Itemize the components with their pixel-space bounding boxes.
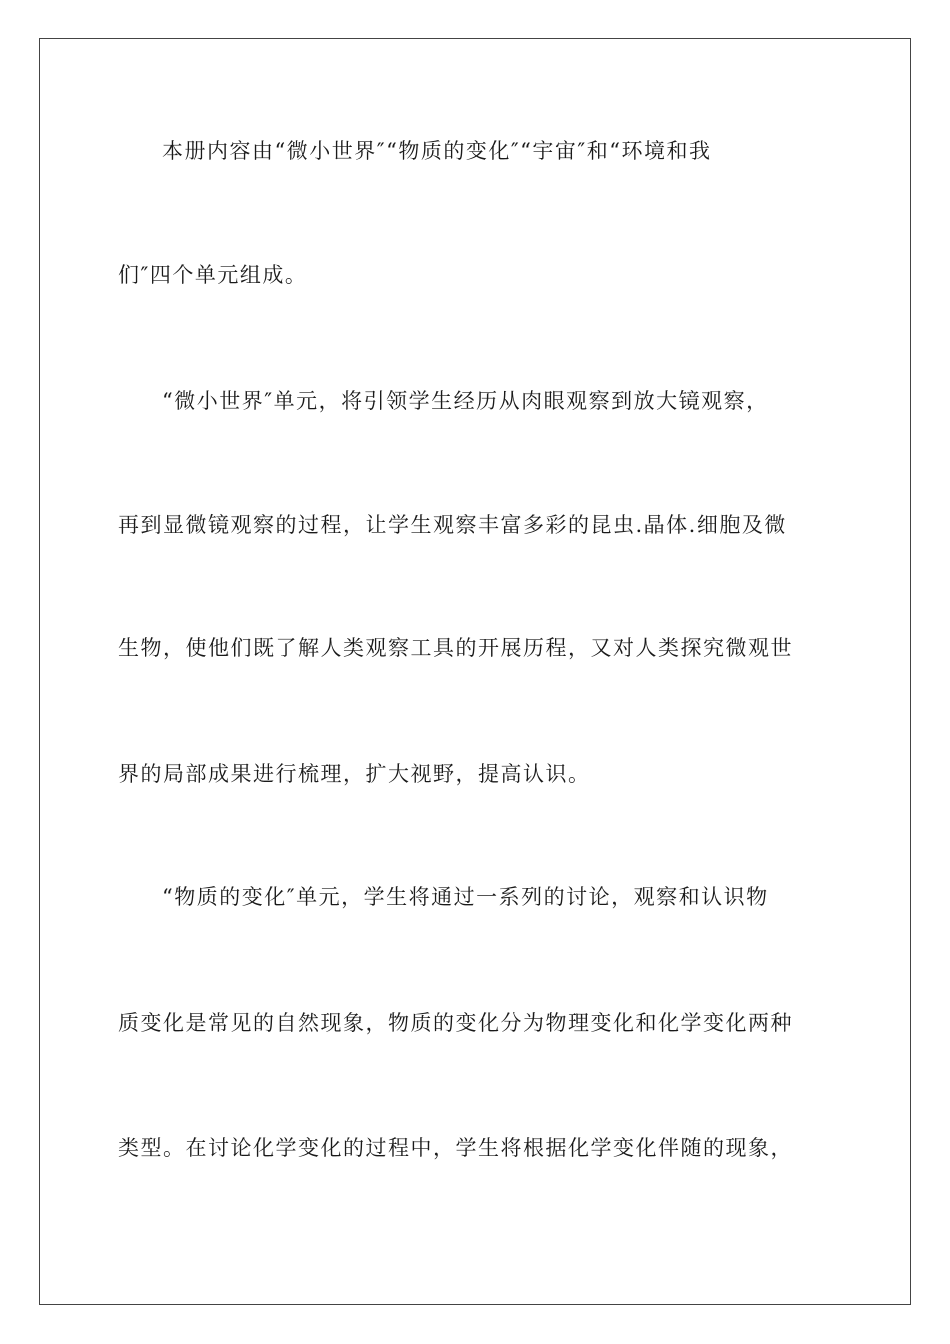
page-border: [39, 38, 911, 1305]
paragraph-2-line-4: 界的局部成果进行梳理，扩大视野，提高认识。: [118, 762, 591, 786]
paragraph-3-line-1: “物质的变化″单元，学生将通过一系列的讨论，观察和认识物: [162, 885, 769, 909]
paragraph-1-line-1: 本册内容由“微小世界″“物质的变化″“宇宙″和“环境和我: [162, 139, 712, 163]
paragraph-3-line-3: 类型。在讨论化学变化的过程中，学生将根据化学变化伴随的现象，: [118, 1136, 793, 1160]
paragraph-2-line-3: 生物，使他们既了解人类观察工具的开展历程，又对人类探究微观世: [118, 636, 793, 660]
paragraph-2-line-1: “微小世界″单元，将引领学生经历从肉眼观察到放大镜观察，: [162, 389, 769, 413]
paragraph-1-line-2: 们″四个单元组成。: [118, 263, 308, 287]
paragraph-3-line-2: 质变化是常见的自然现象，物质的变化分为物理变化和化学变化两种: [118, 1011, 793, 1035]
paragraph-2-line-2: 再到显微镜观察的过程，让学生观察丰富多彩的昆虫.晶体.细胞及微: [118, 513, 787, 537]
